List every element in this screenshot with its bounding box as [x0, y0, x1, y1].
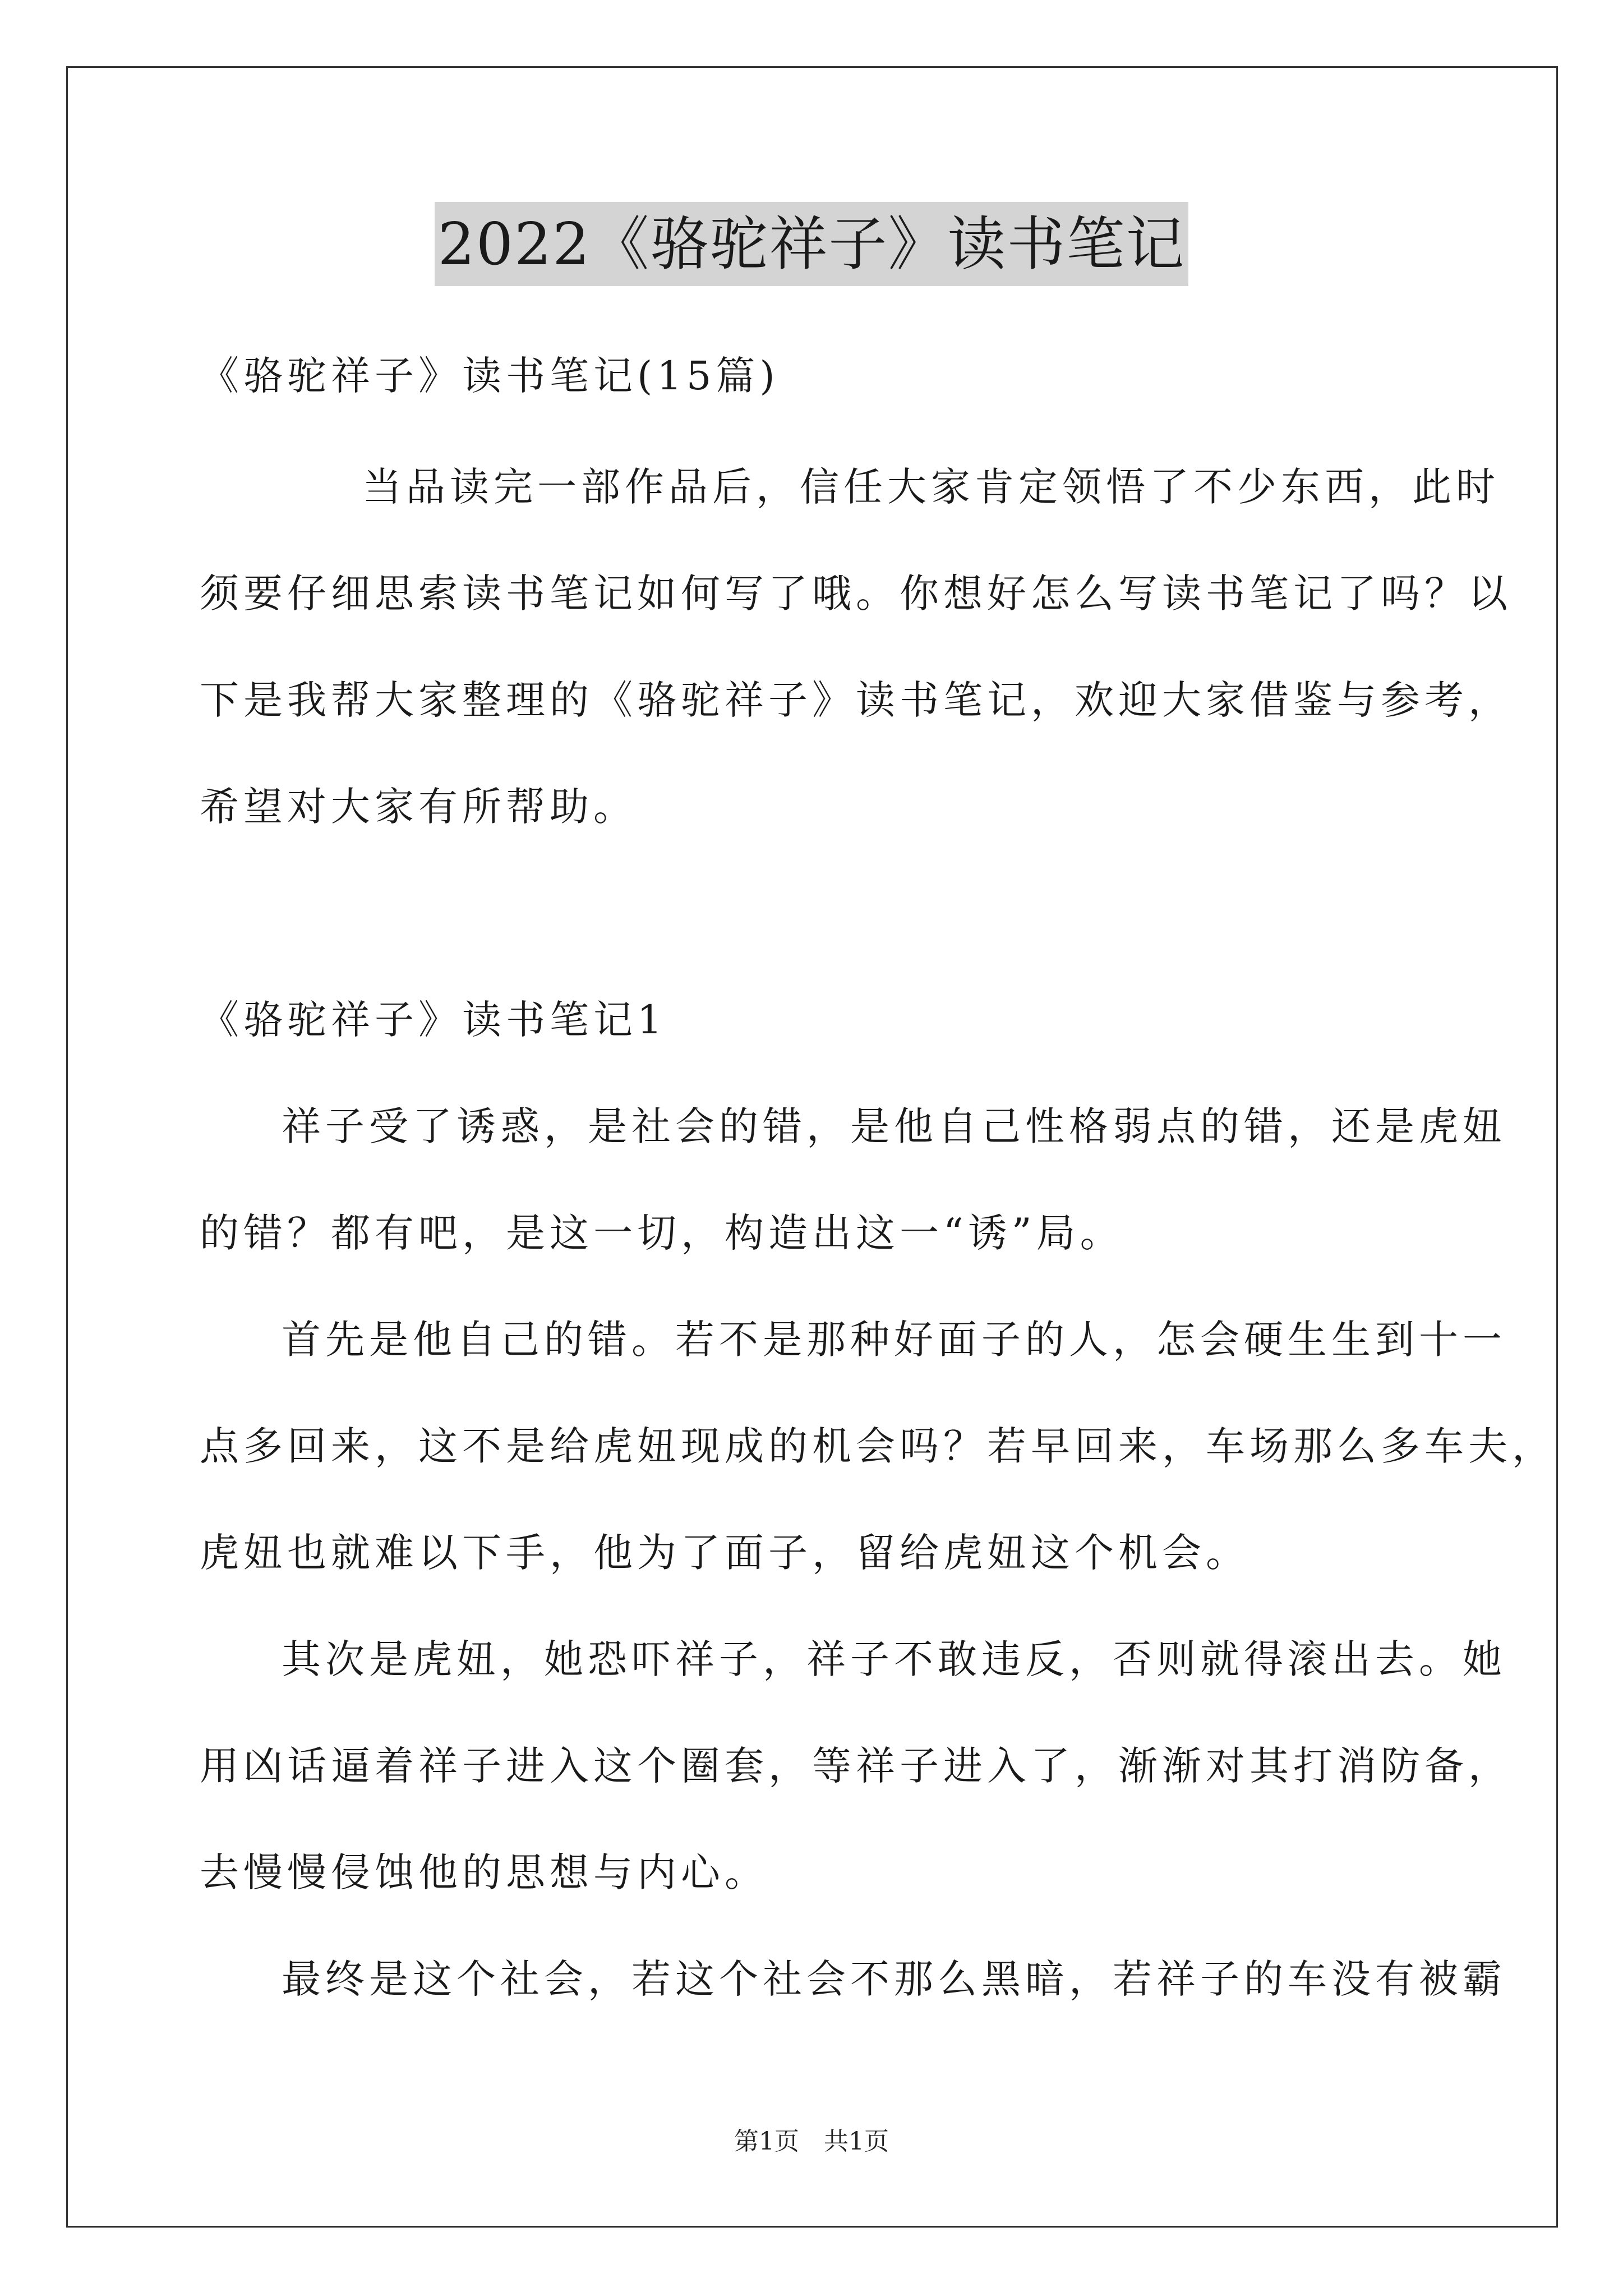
paragraph2-line-3: 虎妞也就难以下手，他为了面子，留给虎妞这个机会。	[200, 1530, 1249, 1576]
paragraph2-line-1: 首先是他自己的错。若不是那种好面子的人，怎会硬生生到十一	[282, 1317, 1506, 1363]
intro-line-1: 当品读完一部作品后，信任大家肯定领悟了不少东西，此时	[362, 464, 1500, 510]
document-subtitle: 《骆驼祥子》读书笔记(15篇)	[200, 353, 780, 399]
paragraph3-line-1: 其次是虎妞，她恐吓祥子，祥子不敢违反，否则就得滚出去。她	[282, 1636, 1506, 1682]
paragraph3-line-3: 去慢慢侵蚀他的思想与内心。	[200, 1849, 768, 1895]
section-heading: 《骆驼祥子》读书笔记1	[200, 997, 667, 1043]
document-title: 2022《骆驼祥子》读书笔记	[435, 202, 1189, 286]
paragraph1-line-2: 的错？都有吧，是这一切，构造出这一“诱”局。	[200, 1210, 1124, 1256]
page-footer: 第1页 共1页	[734, 2127, 889, 2156]
intro-line-3: 下是我帮大家整理的《骆驼祥子》读书笔记，欢迎大家借鉴与参考，	[200, 677, 1512, 723]
intro-line-2: 须要仔细思索读书笔记如何写了哦。你想好怎么写读书笔记了吗？以	[200, 570, 1512, 616]
paragraph3-line-2: 用凶话逼着祥子进入这个圈套，等祥子进入了，渐渐对其打消防备，	[200, 1743, 1512, 1789]
title-container	[0, 202, 1623, 286]
paragraph2-line-2: 点多回来，这不是给虎妞现成的机会吗？若早回来，车场那么多车夫，	[200, 1423, 1556, 1469]
paragraph4-line-1: 最终是这个社会，若这个社会不那么黑暗，若祥子的车没有被霸	[282, 1956, 1506, 2002]
paragraph1-line-1: 祥子受了诱惑，是社会的错，是他自己性格弱点的错，还是虎妞	[282, 1103, 1506, 1149]
intro-line-4: 希望对大家有所帮助。	[200, 784, 637, 830]
